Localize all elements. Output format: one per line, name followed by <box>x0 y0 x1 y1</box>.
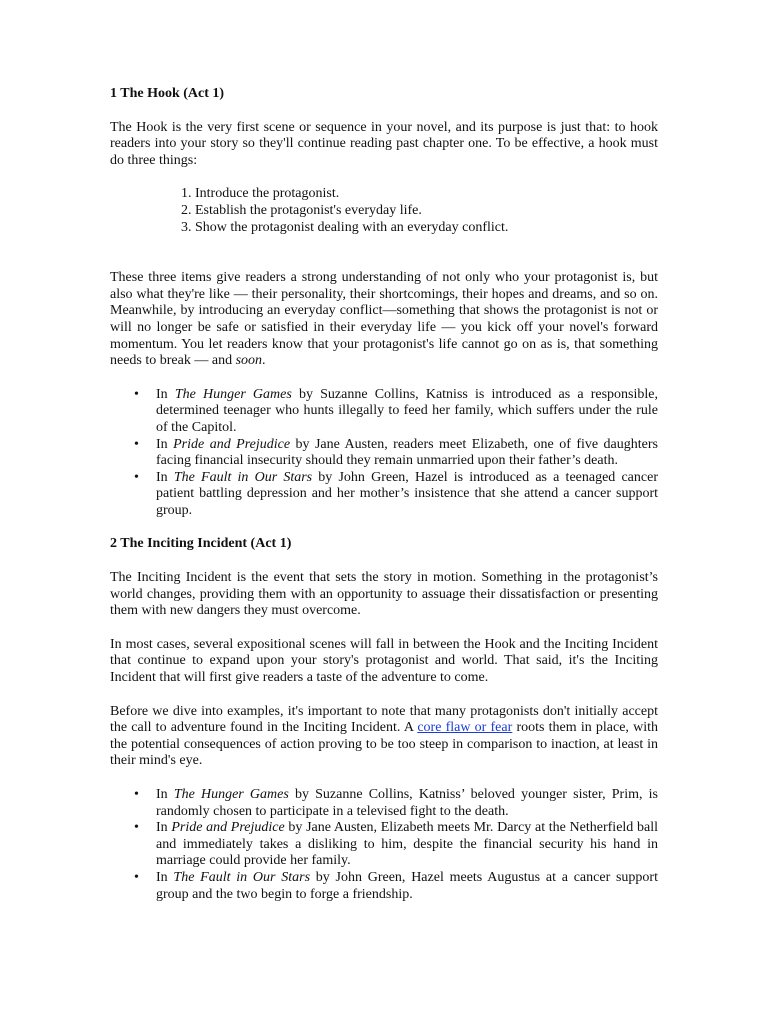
inciting-paragraph-1: The Inciting Incident is the event that sets the story in motion. Something in the protagonist’s world changes, providing them with an opportunity to assuage their dissatisfaction or presenting them with new dangers they must overcome. <box>110 570 658 619</box>
list-item: 3. Show the protagonist dealing with an everyday conflict. <box>195 220 658 237</box>
hook-intro-paragraph: The Hook is the very first scene or sequence in your novel, and its purpose is just that: to hook readers into your story so they'll continue reading past chapter one. To be effective, a hook must do three things: <box>110 119 658 168</box>
bullet-icon: • <box>134 820 139 836</box>
emphasis-text: soon <box>235 353 263 369</box>
bullet-icon: • <box>134 787 139 802</box>
bullet-icon: • <box>134 436 139 452</box>
section-heading-hook: 1 The Hook (Act 1) <box>110 86 225 101</box>
section-heading-inciting-incident: 2 The Inciting Incident (Act 1) <box>110 536 292 552</box>
list-item: • In Pride and Prejudice by Jane Austen, Elizabeth meets Mr. Darcy at the Netherfield ball and immediately takes a disliking to him, despite the financial security his hand in marriage could provide her family. <box>134 820 658 869</box>
list-item: • In Pride and Prejudice by Jane Austen, readers meet Elizabeth, one of five daughters facing financial insecurity should they remain unmarried upon their father’s death. <box>134 436 658 469</box>
paragraph-end: . <box>262 353 266 369</box>
list-item: • In The Hunger Games by Suzanne Collins, Katniss’ beloved younger sister, Prim, is randomly chosen to participate in a televised fight to the death. <box>134 787 658 819</box>
list-item: 1. Introduce the protagonist. <box>195 186 658 203</box>
core-flaw-link[interactable]: core flaw or fear <box>417 720 513 736</box>
hook-steps-list <box>110 186 658 236</box>
hook-explanation-paragraph <box>110 270 658 370</box>
document-page <box>110 86 658 903</box>
inciting-paragraph-3: Before we dive into examples, it's important to note that many protagonists don't initially accept the call to adventure found in the Inciting Incident. A core flaw or fear roots them in place, with the potential consequences of action proving to be too steep in comparison to inaction, at least in their mind's eye. <box>110 703 658 769</box>
book-title: Pride and Prejudice <box>171 820 285 836</box>
list-item: • In The Fault in Our Stars by John Green, Hazel is introduced as a teenaged cancer patient battling depression and her mother’s insistence that she attend a cancer support group. <box>134 469 658 518</box>
book-title: The Hunger Games <box>174 386 292 402</box>
hook-examples-list <box>110 387 658 520</box>
bullet-icon: • <box>134 469 139 485</box>
list-item: • In The Fault in Our Stars by John Green, Hazel meets Augustus at a cancer support group and the two begin to forge a friendship. <box>134 869 658 902</box>
bullet-icon: • <box>134 869 139 885</box>
paragraph-text: These three items give readers a strong understanding of not only who your protagonist is, but also what they're like — their personality, their shortcomings, their hopes and dreams, and so on. Meanwhile, by introducing an everyday conflict—something that shows the protagonist is not or will no longer be safe or satisfied in their everyday life — you kick off your novel's forward momentum. You let readers know that your protagonist's life cannot go on as is, that something needs to break — and <box>110 270 658 369</box>
bullet-icon: • <box>134 386 139 402</box>
book-title: The Fault in Our Stars <box>173 869 311 885</box>
book-title: The Fault in Our Stars <box>173 469 313 485</box>
book-title: The Hunger Games <box>173 787 289 802</box>
list-item: • In The Hunger Games by Suzanne Collins, Katniss is introduced as a responsible, determined teenager who hunts illegally to feed her family, which suffers under the rule of the Capitol. <box>134 386 658 435</box>
list-item: 2. Establish the protagonist's everyday life. <box>195 203 658 220</box>
book-title: Pride and Prejudice <box>173 436 291 452</box>
inciting-paragraph-2: In most cases, several expositional scenes will fall in between the Hook and the Inciting Incident that continue to expand upon your story's protagonist and world. That said, it's the Inciting Incident that will first give readers a taste of the adventure to come. <box>110 636 658 686</box>
inciting-examples-list <box>110 787 658 903</box>
